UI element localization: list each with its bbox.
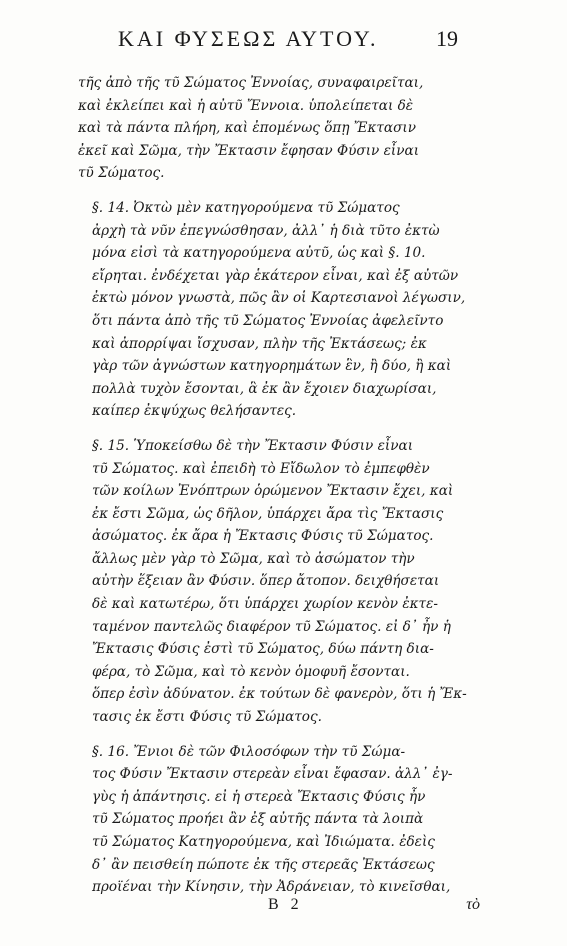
text-line: γὺς ἡ ἀπάντησις. εἰ ἡ στερεὰ Ἔκτασις Φύσις ἦν <box>92 788 426 805</box>
text-line: §. 16. Ἔνιοι δὲ τῶν Φιλοσόφων τὴν τῦ Σώμα- <box>92 743 406 760</box>
text-line: τασις ἐκ ἔστι Φύσις τῦ Σώματος. <box>92 709 322 726</box>
text-line: ταμένον παντελῶς διαφέρον τῦ Σώματος. εἰ δ᾽ ἦν ἡ <box>92 618 451 635</box>
paragraph-section-14 <box>78 197 488 423</box>
text-line: τῦ Σώματος προήει ἂν ἐξ αὐτῆς πάντα τὰ λοιπὰ <box>92 811 424 828</box>
text-line: καίπερ ἐκψύχως θελήσαντες. <box>92 403 297 420</box>
text-line: φέρα, τὸ Σῶμα, καὶ τὸ κενὸν ὁμοφυῆ ἔσονται. <box>92 663 410 680</box>
text-line: ἐκεῖ καὶ Σῶμα, τὴν Ἔκτασιν ἔφησαν Φύσιν εἶναι <box>78 142 420 159</box>
text-line: ἐκτὼ μόνον γνωστὰ, πῶς ἂν οἱ Καρτεσιανοὶ λέγωσιν, <box>92 290 466 307</box>
text-line: δὲ καὶ κατωτέρω, ὅτι ὑπάρχει χωρίον κενὸν ἐκτε- <box>92 596 438 613</box>
page-footer <box>78 896 488 920</box>
page-header <box>118 26 458 56</box>
text-line: ὅτι πάντα ἀπὸ τῆς τῦ Σώματος Ἐννοίας ἀφελεῖντο <box>92 312 444 329</box>
running-head: ΚΑΙ ΦΥΣΕΩΣ ΑΥΤΟΥ. <box>118 26 379 51</box>
text-line: αὐτὴν ἕξειαν ἂν Φύσιν. ὅπερ ἄτοπον. δειχθήσεται <box>92 573 440 590</box>
text-line: §. 14. Ὀκτὼ μὲν κατηγορούμενα τῦ Σώματος <box>92 199 400 216</box>
text-line: καὶ ἐκλείπει καὶ ἡ αὐτῦ Ἔννοια. ὑπολείπεται δὲ <box>78 97 414 114</box>
text-line: τῆς ἀπὸ τῆς τῦ Σώματος Ἐννοίας, συναφαιρεῖται, <box>78 75 424 91</box>
text-line: εἴρηται. ἐνδέχεται γὰρ ἑκάτερον εἶναι, καὶ ἐξ αὐτῶν <box>92 267 459 284</box>
paragraph-section-15 <box>78 435 488 729</box>
text-line: ἐκ ἔστι Σῶμα, ὡς δῆλον, ὑπάρχει ἄρα τὶς Ἔκτασις <box>92 505 444 522</box>
text-line: ἀσώματος. ἐκ ἄρα ἡ Ἔκτασις Φύσις τῦ Σώματος. <box>92 528 434 545</box>
text-line: καὶ τὰ πάντα πλήρη, καὶ ἐπομένως ὅπῃ Ἔκτασιν <box>78 120 416 137</box>
text-line: μόνα εἰσὶ τὰ κατηγορούμενα αὐτῦ, ὡς καὶ §. 10. <box>92 245 426 262</box>
catchword: τὸ <box>466 896 480 913</box>
paragraph-continuation <box>78 72 488 185</box>
text-line: δ᾽ ἂν πεισθείη πώποτε ἐκ τῆς στερεᾶς Ἐκτάσεως <box>92 856 435 873</box>
text-line: τῶν κοίλων Ἐνόπτρων ὁρώμενον Ἔκτασιν ἔχει, καὶ <box>92 483 454 500</box>
page-number: 19 <box>436 26 458 51</box>
text-line: καὶ ἀπορρίψαι ἴσχυσαν, πλὴν τῆς Ἐκτάσεως; ἐκ <box>92 335 427 352</box>
paragraph-section-16 <box>78 741 488 899</box>
text-line: τῦ Σώματος. καὶ ἐπειδὴ τὸ Εἴδωλον τὸ ἐμπεφθὲν <box>92 460 430 477</box>
text-line: ὅπερ ἐσὶν ἀδύνατον. ἐκ τούτων δὲ φανερὸν, ὅτι ἡ Ἔκ- <box>92 686 467 703</box>
body-text <box>78 72 488 899</box>
text-line: Ἔκτασις Φύσις ἐστὶ τῦ Σώματος, δύω πάντη δια- <box>92 641 434 658</box>
text-line: τῦ Σώματος Κατηγορούμενα, καὶ Ἰδιώματα. ἐδεὶς <box>92 834 435 850</box>
text-line: γὰρ τῶν ἀγνώστων κατηγορημάτων ἓν, ἢ δύο, ἢ καὶ <box>92 358 452 375</box>
text-line: ἀρχὴ τὰ νῦν ἐπεγνώσθησαν, ἀλλ᾽ ἡ διὰ τῦτο ἐκτὼ <box>92 222 440 239</box>
text-line: τῦ Σώματος. <box>78 165 165 182</box>
text-line: τος Φύσιν Ἔκτασιν στερεὰν εἶναι ἔφασαν. ἀλλ᾽ ἐγ- <box>92 766 453 783</box>
text-line: προϊέναι τὴν Κίνησιν, τὴν Ἀδράνειαν, τὸ κινεῖσθαι, <box>92 879 451 896</box>
text-line: §. 15. Ὑποκείσθω δὲ τὴν Ἔκτασιν Φύσιν εἶναι <box>92 437 414 454</box>
printer-signature: B 2 <box>268 896 303 913</box>
text-line: ἄλλως μὲν γὰρ τὸ Σῶμα, καὶ τὸ ἀσώματον τὴν <box>92 550 415 567</box>
text-line: πολλὰ τυχὸν ἔσονται, ἃ ἐκ ἂν ἔχοιεν διαχωρίσαι, <box>92 380 437 397</box>
